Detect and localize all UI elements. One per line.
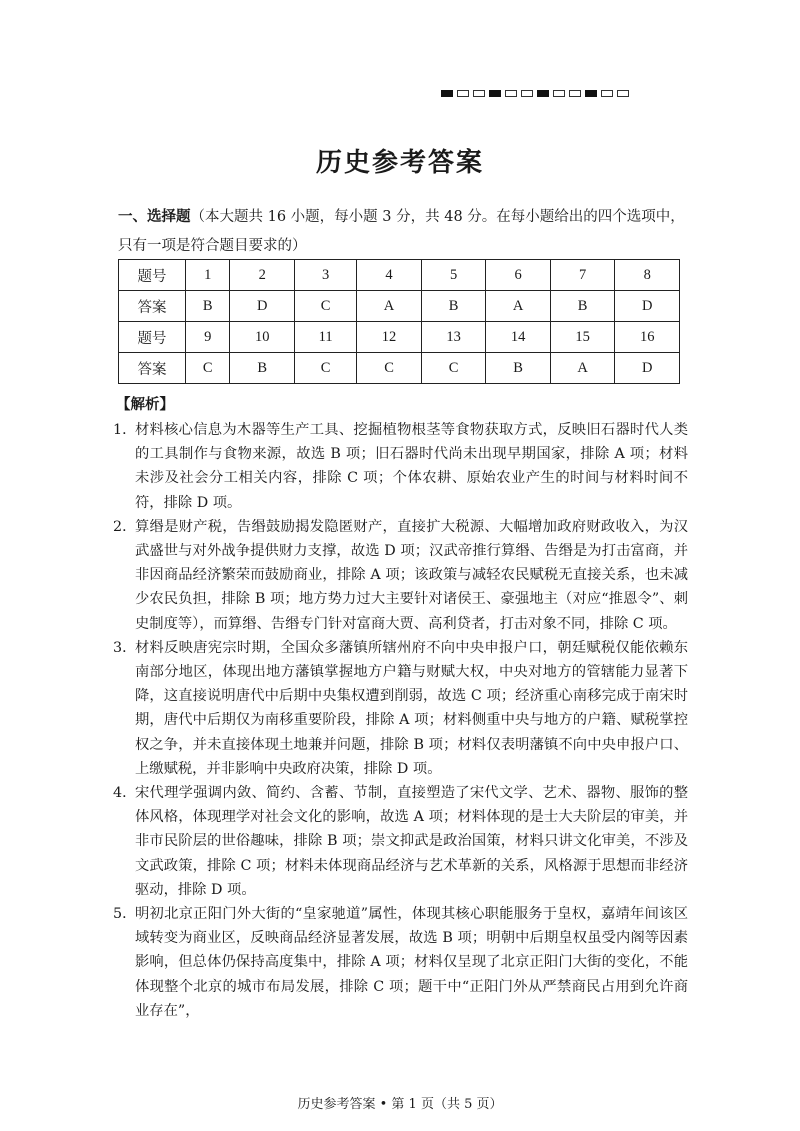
section-description: （本大题共 16 小题，每小题 3 分，共 48 分。在每小题给出的四个选项中，只有一项是符合题目要求的） bbox=[118, 209, 685, 254]
table-cell: 9 bbox=[186, 322, 230, 353]
filled-square-mark bbox=[441, 90, 453, 97]
table-cell: A bbox=[550, 353, 615, 384]
table-cell: B bbox=[186, 291, 230, 322]
item-number: 2． bbox=[113, 518, 137, 535]
row-label: 答案 bbox=[119, 291, 186, 322]
analysis-item bbox=[113, 515, 688, 636]
table-cell: 15 bbox=[550, 322, 615, 353]
table-cell: C bbox=[294, 353, 356, 384]
table-cell: 14 bbox=[486, 322, 551, 353]
row-label: 答案 bbox=[119, 353, 186, 384]
analysis-item bbox=[113, 902, 688, 1023]
page-title: 历史参考答案 bbox=[315, 148, 484, 178]
analysis-item bbox=[113, 418, 688, 515]
table-cell: 5 bbox=[421, 260, 486, 291]
empty-square-mark bbox=[569, 90, 581, 97]
table-cell: 3 bbox=[294, 260, 356, 291]
table-cell: 13 bbox=[421, 322, 486, 353]
table-cell: 6 bbox=[486, 260, 551, 291]
item-number: 5． bbox=[113, 906, 137, 923]
empty-square-mark bbox=[473, 90, 485, 97]
item-number: 1． bbox=[113, 422, 137, 438]
empty-square-mark bbox=[617, 90, 629, 97]
item-text: 材料核心信息为木器等生产工具、挖掘植物根茎等食物获取方式，反映旧石器时代人类的工具制作与食物来源，故选 B 项；旧石器时代尚未出现早期国家，排除 A 项；材料未涉及社会分工相关内容，排除 C 项；个体农耕、原始农业产生的时间与材料时间不符，排除 D 项。 bbox=[135, 422, 688, 511]
table-cell: C bbox=[294, 291, 356, 322]
table-cell: C bbox=[421, 353, 486, 384]
table-cell: B bbox=[230, 353, 295, 384]
empty-square-mark bbox=[505, 90, 517, 97]
analysis-label: 【解析】 bbox=[116, 396, 174, 413]
analysis-item bbox=[113, 781, 688, 902]
answer-table bbox=[118, 259, 680, 384]
row-label: 题号 bbox=[119, 260, 186, 291]
empty-square-mark bbox=[457, 90, 469, 97]
table-row bbox=[119, 260, 680, 291]
table-cell: B bbox=[421, 291, 486, 322]
table-cell: C bbox=[357, 353, 422, 384]
table-cell: 7 bbox=[550, 260, 615, 291]
table-cell: D bbox=[615, 353, 680, 384]
table-cell: 12 bbox=[357, 322, 422, 353]
table-cell: 10 bbox=[230, 322, 295, 353]
item-number: 3． bbox=[113, 639, 137, 656]
table-cell: 2 bbox=[230, 260, 295, 291]
item-number: 4． bbox=[113, 785, 137, 802]
filled-square-mark bbox=[585, 90, 597, 97]
filled-square-mark bbox=[489, 90, 501, 97]
table-cell: A bbox=[486, 291, 551, 322]
table-cell: D bbox=[615, 291, 680, 322]
table-cell: 1 bbox=[186, 260, 230, 291]
table-cell: B bbox=[550, 291, 615, 322]
analysis-list bbox=[113, 418, 688, 1023]
table-cell: B bbox=[486, 353, 551, 384]
table-row bbox=[119, 291, 680, 322]
table-cell: 4 bbox=[357, 260, 422, 291]
empty-square-mark bbox=[601, 90, 613, 97]
empty-square-mark bbox=[553, 90, 565, 97]
table-row bbox=[119, 353, 680, 384]
table-cell: 16 bbox=[615, 322, 680, 353]
section-label: 一、选择题 bbox=[118, 208, 191, 225]
table-cell: A bbox=[357, 291, 422, 322]
item-text: 材料反映唐宪宗时期，全国众多藩镇所辖州府不向中央申报户口，朝廷赋税仅能依赖东南部分地区，体现出地方藩镇掌握地方户籍与财赋大权，中央对地方的管辖能力显著下降，这直接说明唐代中后期中央集权遭到削弱，故选 C 项；经济重心南移完成于南宋时期，唐代中后期仅为南移重要阶段，排除 A 项；材料侧重中央与地方的户籍、赋税掌控权之争，并未直接体现土地兼并问题，排除 B 项；材料仅表明藩镇不向中央申报户口、上缴赋税，并非影响中央政府决策，排除 D 项。 bbox=[135, 639, 688, 777]
analysis-item bbox=[113, 636, 688, 781]
header-marks bbox=[441, 90, 629, 97]
section-heading bbox=[118, 202, 688, 261]
page-footer: 历史参考答案 • 第 1 页（共 5 页） bbox=[297, 1097, 503, 1112]
item-text: 算缗是财产税，告缗鼓励揭发隐匿财产，直接扩大税源、大幅增加政府财政收入，为汉武盛世与对外战争提供财力支撑，故选 D 项；汉武帝推行算缗、告缗是为打击富商，并非因商品经济繁荣而鼓励商业，排除 A 项；该政策与减轻农民赋税无直接关系，也未减少农民负担，排除 B 项；地方势力过大主要针对诸侯王、豪强地主（对应“推恩令”、刺史制度等），而算缗、告缗专门针对富商大贾、高利贷者，打击对象不同，排除 C 项。 bbox=[135, 518, 688, 632]
table-cell: C bbox=[186, 353, 230, 384]
table-row bbox=[119, 322, 680, 353]
table-cell: D bbox=[230, 291, 295, 322]
item-text: 明初北京正阳门外大街的“皇家驰道”属性，体现其核心职能服务于皇权，嘉靖年间该区域转变为商业区，反映商品经济显著发展，故选 B 项；明朝中后期皇权虽受内阁等因素影响，但总体仍保持高度集中，排除 A 项；材料仅呈现了北京正阳门大街的变化，不能体现整个北京的城市布局发展，排除 C 项；题干中“正阳门外从严禁商民占用到允许商业存在”， bbox=[135, 906, 688, 1019]
row-label: 题号 bbox=[119, 322, 186, 353]
filled-square-mark bbox=[537, 90, 549, 97]
table-cell: 8 bbox=[615, 260, 680, 291]
table-cell: 11 bbox=[294, 322, 356, 353]
item-text: 宋代理学强调内敛、简约、含蓄、节制，直接塑造了宋代文学、艺术、器物、服饰的整体风格，体现理学对社会文化的影响，故选 A 项；材料体现的是士大夫阶层的审美，并非市民阶层的世俗趣味，排除 B 项；崇文抑武是政治国策，材料只讲文化审美，不涉及文武政策，排除 C 项；材料未体现商品经济与艺术革新的关系，风格源于思想而非经济驱动，排除 D 项。 bbox=[135, 785, 688, 898]
empty-square-mark bbox=[521, 90, 533, 97]
